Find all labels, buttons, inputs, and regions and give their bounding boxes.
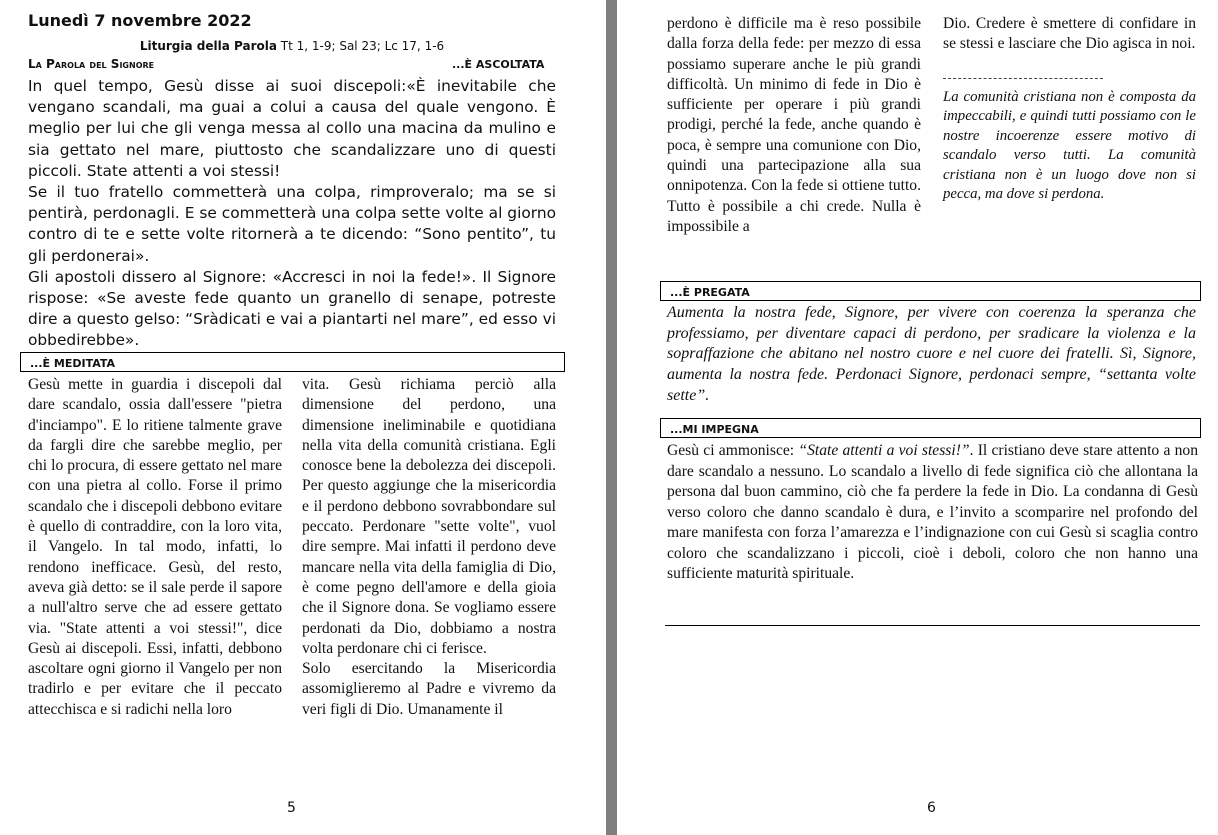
commit-quote: “State attenti a voi stessi!” [798,442,970,459]
meditata-paragraph: vita. Gesù richiama perciò alla dimensione del perdono, una dimensione ineliminabile e quotidiana nella vita della comunità cristiana. Egli conosce bene la debolezza dei discepoli. Per questo aggiunge che la misericordia e il perdono debbono sovrabbondare sul peccato. Perdonare "sette volte", vuol dire sempre. Mai infatti il perdono deve mancare nella vita della famiglia di Dio, è come pegno dell'amore e della gioia che il Signore dona. Se vogliamo essere perdonati da Dio, dobbiamo a nostra volta perdonare chi ci ferisce. [302,376,556,657]
commit-intro: Gesù ci ammonisce: [667,442,799,459]
gospel-text [28,76,556,352]
commitment-text [667,441,1198,585]
page-number: 5 [287,800,296,816]
right-column-1 [667,14,921,237]
right-page [617,0,1218,835]
meditata-paragraph: Gesù mette in guardia i discepoli dal dare scandalo, ossia dall'essere "pietra d'inciampo". E lo ritiene talmente grave da fargli dire che sarebbe meglio, per chi lo procura, di essere gettato nel mare con una pietra al collo. Forse il primo scandalo che i discepoli debbono evitare è quello di contraddire, con la loro vita, il Vangelo. In tal modo, infatti, lo rendono inefficace. Gesù, del resto, aveva già detto: se il sale perde il sapore a null'altro serve che ad essere gettato via. "State attenti a voi stessi!", dice Gesù ai discepoli. Essi, infatti, debbono ascoltare ogni giorno il Vangelo per non tradirlo e per evitare che il peccato attecchisca e si radichi nella loro [28,376,282,718]
page-number: 6 [927,800,936,816]
meditata-paragraph: Solo esercitando la Misericordia assomiglieremo al Padre e vivremo da veri figli di Dio. Umanamente il [302,660,556,718]
pregata-label: ...È PREGATA [670,286,750,299]
gospel-paragraph: In quel tempo, Gesù disse ai suoi discepoli:«È inevitabile che vengano scandali, ma guai a colui a causa del quale vengono. È meglio per lui che gli venga messa al collo una macina da mulino e sia gettato nel mare, piuttosto che scandalizzare uno di questi piccoli. State attenti a voi stessi! [28,77,556,180]
word-of-lord-heading: La Parola del Signore [28,57,155,71]
continuation-paragraph: perdono è difficile ma è reso possibile dalla forza della fede: per mezzo di essa possiamo superare anche le più grandi difficoltà. Un minimo di fede in Dio è sufficiente per operare i più grandi prodigi, perché la fede, anche quando è poca, è sempre una comunione con Dio, quindi una partecipazione alla sua onnipotenza. Con la fede si ottiene tutto. Tutto è possibile a chi crede. Nulla è impossibile a [667,15,921,235]
date-heading: Lunedì 7 novembre 2022 [28,11,252,30]
gospel-paragraph: Gli apostoli dissero al Signore: «Accresci in noi la fede!». Il Signore rispose: «Se aveste fede quanto un granello di senape, potreste dire a questo gelso: “Sràdicati e vai a piantarti nel mare”, ed esso vi obbedirebbe». [28,267,556,350]
commit-rest: . Il cristiano deve stare attento a non dare scandalo a nessuno. Lo scandalo a livello di fede significa ciò che allontana la persona dal buon cammino, ciò che fa perdere la fede in Dio. La condanna di Gesù verso coloro che danno scandalo è dura, e l’invito a scomparire nel profondo del mare manifesta con forza l’amarezza e l’indignazione con cui Gesù si scaglia contro coloro che scandalizzano i piccoli, cioè i deboli, coloro che non hanno una sufficiente maturità spirituale. [667,442,1198,582]
bottom-rule [665,625,1200,626]
meditata-label: ...È MEDITATA [30,357,116,370]
right-column-2-top [943,14,1196,55]
ascoltata-heading: ...È ASCOLTATA [452,58,545,71]
italic-reflection: La comunità cristiana non è composta da impeccabili, e quindi tutti possiamo con le nostre incoerenze essere motivo di scandalo verso tutti. La comunità cristiana non è un luogo dove non si pecca, ma dove si perdona. [943,89,1196,203]
meditata-column-2 [302,375,556,720]
left-page [0,0,606,835]
gospel-paragraph: Se il tuo fratello commetterà una colpa, rimproveralo; ma se si pentirà, perdonagli. E se commetterà una colpa sette volte al giorno contro di te e sette volte ritornerà a te dicendo: “Sono pentito”, tu gli perdonerai». [28,183,556,265]
liturgy-line [0,39,584,53]
liturgy-title: Liturgia della Parola [139,39,277,53]
dashed-separator [943,78,1103,79]
continuation-paragraph: Dio. Credere è smettere di confidare in se stessi e lasciare che Dio agisca in noi. [943,15,1196,53]
prayer-text [667,303,1196,407]
liturgy-refs: Tt 1, 1-9; Sal 23; Lc 17, 1-6 [276,39,445,53]
impegna-label: ...MI IMPEGNA [670,423,759,436]
meditata-box [20,352,565,372]
impegna-box [660,418,1201,438]
pregata-box [660,281,1201,301]
page-gutter [606,0,617,835]
meditata-column-1 [28,375,282,720]
prayer-paragraph: Aumenta la nostra fede, Signore, per vivere con coerenza la speranza che professiamo, per diventare capaci di perdono, per sradicare la violenza e la sopraffazione che abitano nel nostro cuore e nel cuore dei fratelli. Sì, Signore, aumenta la nostra fede. Perdonaci Signore, perdonaci sempre, “settanta volte sette”. [667,304,1196,404]
commitment-paragraph [667,441,1198,585]
right-column-2-italic [943,88,1196,204]
